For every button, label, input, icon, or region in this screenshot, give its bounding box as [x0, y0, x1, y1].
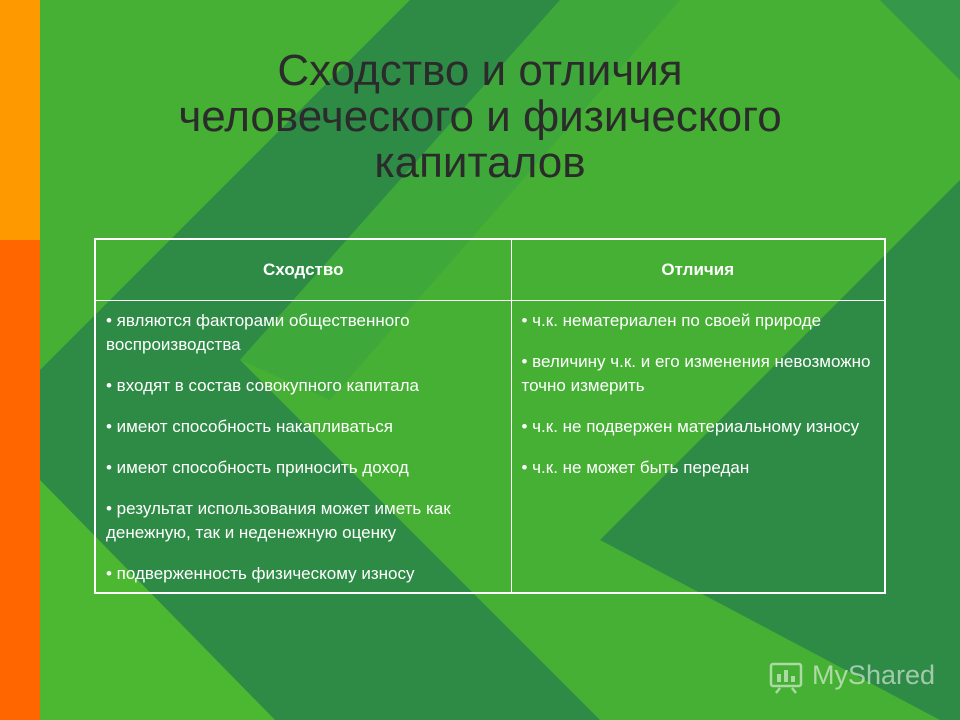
watermark-text: MyShared	[812, 660, 936, 690]
title-line-3: капиталов	[374, 138, 586, 187]
list-item: • величину ч.к. и его изменения невозможно точно измерить	[521, 352, 871, 395]
side-accent-orange	[0, 0, 40, 240]
watermark	[768, 656, 948, 696]
list-item: • входят в состав совокупного капитала	[106, 376, 419, 395]
similarities-list	[106, 309, 501, 586]
table-header-row	[95, 239, 885, 301]
list-item: • ч.к. нематериален по своей природе	[521, 311, 822, 330]
list-item: • имеют способность приносить доход	[106, 458, 409, 477]
title-line-2: человеческого и физического	[178, 92, 782, 141]
list-item: • результат использования может иметь как денежную, так и неденежную оценку	[106, 499, 451, 542]
comparison-table	[94, 238, 886, 594]
slide-title	[60, 48, 900, 186]
similarities-cell	[95, 301, 511, 594]
differences-cell	[511, 301, 885, 594]
list-item: • ч.к. не может быть передан	[521, 458, 750, 477]
header-differences: Отличия	[511, 239, 885, 301]
list-item: • ч.к. не подвержен материальному износу	[521, 417, 860, 436]
list-item: • имеют способность накапливаться	[106, 417, 393, 436]
header-similarities: Сходство	[95, 239, 511, 301]
side-accent-red	[0, 240, 40, 720]
title-line-1: Сходство и отличия	[277, 46, 683, 95]
list-item: • являются факторами общественного воспроизводства	[106, 311, 410, 354]
myshared-logo-icon	[768, 658, 804, 694]
table-row	[95, 301, 885, 594]
differences-list	[522, 309, 875, 480]
list-item: • подверженность физическому износу	[106, 564, 415, 583]
